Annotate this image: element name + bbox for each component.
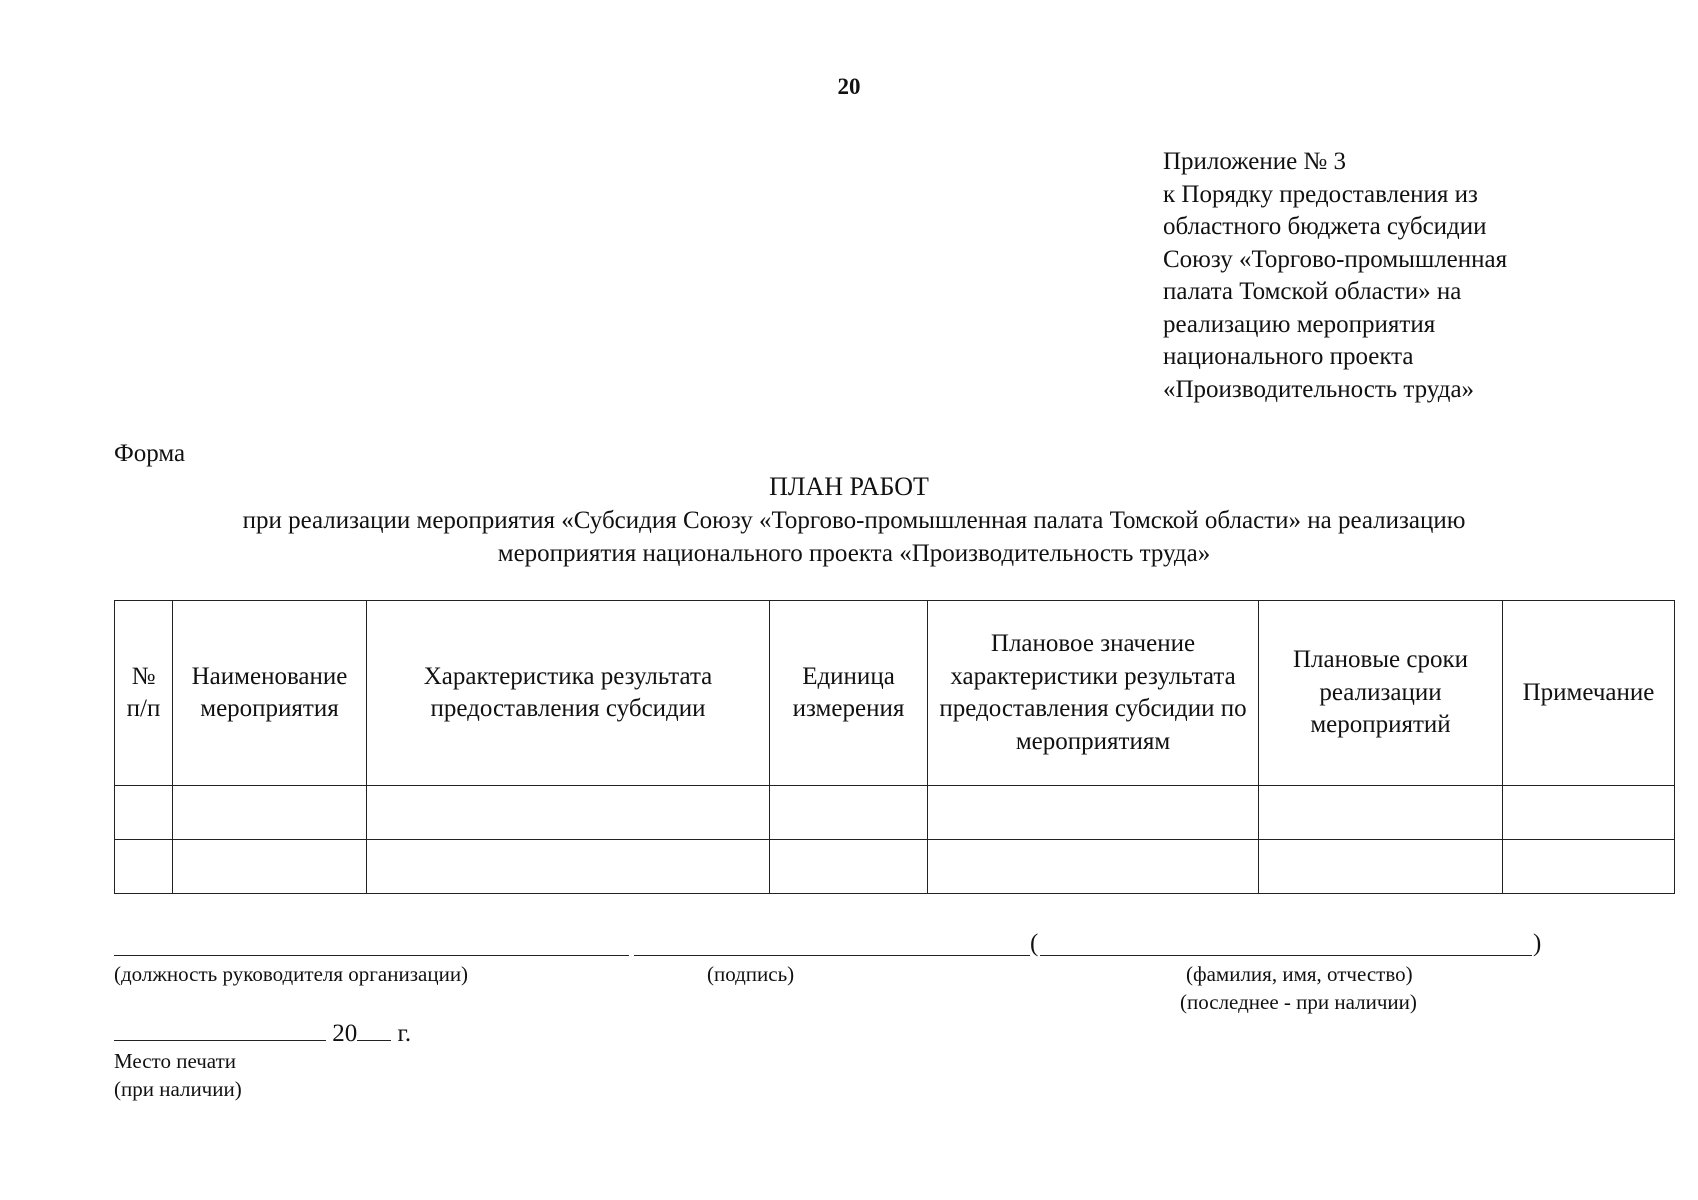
position-caption: (должность руководителя организации): [114, 962, 469, 986]
table-cell[interactable]: [115, 786, 173, 840]
form-label: Форма: [114, 440, 186, 467]
plan-title: ПЛАН РАБОТ: [769, 472, 929, 501]
table-cell[interactable]: [367, 840, 770, 894]
appendix-line: Союзу «Торгово-промышленная: [1163, 245, 1508, 273]
stamp-label: Место печати: [114, 1049, 237, 1073]
header-event-name: Наименование мероприятия: [173, 601, 367, 786]
date-line: [114, 1018, 411, 1048]
plan-subtitle-line: мероприятия национального проекта «Производительность труда»: [497, 539, 1211, 567]
name-caption-note: (последнее - при наличии): [1180, 990, 1417, 1014]
appendix-header: [1163, 146, 1633, 406]
signature-caption: (подпись): [707, 962, 795, 986]
header-note: Примечание: [1503, 601, 1675, 786]
date-year-suffix: г.: [397, 1020, 412, 1047]
header-result-characteristic: Характеристика результата предоставления субсидии: [367, 601, 770, 786]
stamp-block: [114, 1047, 242, 1103]
page-number: 20: [837, 74, 861, 99]
header-planned-value: Плановое значение характеристики результата предоставления субсидии по мероприятиям: [928, 601, 1259, 786]
appendix-line: палата Томской области» на: [1163, 278, 1462, 305]
table-cell[interactable]: [367, 786, 770, 840]
table-cell[interactable]: [770, 786, 928, 840]
name-caption: (фамилия, имя, отчество): [1186, 962, 1413, 986]
signature-blank-line[interactable]: [634, 955, 1030, 956]
position-blank-line[interactable]: [114, 955, 629, 956]
table-row: [115, 840, 1675, 894]
header-unit: Единица измерения: [770, 601, 928, 786]
plan-subtitle-line: при реализации мероприятия «Субсидия Союзу «Торгово-промышленная палата Томской области» на реализацию: [242, 507, 1466, 534]
year-blank-line[interactable]: [357, 1018, 391, 1041]
name-open-paren: (: [1030, 930, 1039, 957]
table-cell[interactable]: [115, 840, 173, 894]
date-year-prefix: 20: [332, 1020, 358, 1047]
table-cell[interactable]: [1259, 840, 1503, 894]
appendix-line: областного бюджета субсидии: [1163, 213, 1487, 240]
table-cell[interactable]: [1503, 786, 1675, 840]
name-close-paren: ): [1533, 930, 1542, 957]
header-number: № п/п: [115, 601, 173, 786]
date-blank-line[interactable]: [114, 1018, 326, 1041]
name-blank-line[interactable]: [1040, 955, 1532, 956]
table-row: [115, 786, 1675, 840]
header-planned-dates: Плановые сроки реализации мероприятий: [1259, 601, 1503, 786]
plan-table: [114, 600, 1675, 894]
table-cell[interactable]: [173, 786, 367, 840]
appendix-line: национального проекта: [1163, 343, 1414, 370]
table-cell[interactable]: [928, 840, 1259, 894]
plan-subtitle: [114, 505, 1594, 570]
table-cell[interactable]: [1503, 840, 1675, 894]
appendix-line: Приложение № 3: [1163, 148, 1347, 175]
appendix-line: к Порядку предоставления из: [1163, 180, 1478, 208]
appendix-line: «Производительность труда»: [1163, 375, 1475, 403]
table-cell[interactable]: [770, 840, 928, 894]
appendix-line: реализацию мероприятия: [1163, 310, 1436, 338]
table-cell[interactable]: [1259, 786, 1503, 840]
table-header-row: [115, 601, 1675, 786]
table-cell[interactable]: [928, 786, 1259, 840]
table-cell[interactable]: [173, 840, 367, 894]
stamp-note: (при наличии): [114, 1077, 242, 1101]
